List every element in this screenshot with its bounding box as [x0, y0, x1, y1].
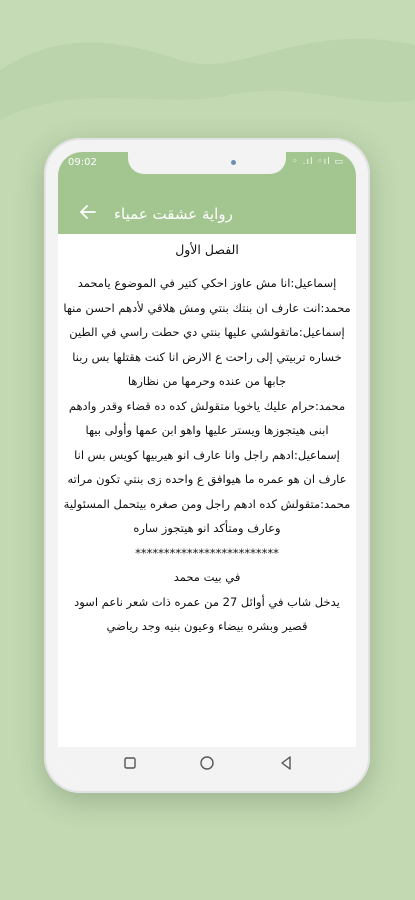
paragraph: محمد:متقولش كده ادهم راجل ومن صغره بيتحمل المسئولية وعارف ومتأكد انو هيتجوز ساره	[63, 496, 351, 535]
paragraph: إسماعيل:ماتقولشي عليها بنتي دي حطت راسي في الطين خساره تربيتي إلى راحت ع الارض انا كنت هقتلها بس ربنا جابها من عنده وحرمها من نظارها	[69, 325, 345, 388]
paragraph: يدخل شاب في أوائل 27 من عمره ذات شعر ناعم اسود قصير وبشره بيضاء وعيون بنيه وجد رياضي	[74, 594, 340, 633]
app-bar	[58, 152, 356, 234]
paragraph: محمد:حرام عليك ياخويا متقولش كده ده قضاء وقدر وادهم ابنى هيتجوزها ويستر عليها واهو ابن عمها وأولى بيها	[68, 398, 346, 437]
paragraph: محمد:انت عارف ان بنتك بنتي ومش هلاقي لأدهم احسن منها	[63, 300, 351, 315]
chapter-title: الفصل الأول	[175, 242, 239, 257]
status-time: 09:02	[68, 157, 97, 168]
paragraph: إسماعيل:انا مش عاوز احكي كتير في الموضوع يامحمد	[77, 276, 337, 290]
system-back-button[interactable]	[276, 753, 296, 773]
home-button[interactable]	[197, 753, 217, 773]
chapter-content[interactable]	[58, 234, 356, 747]
app-title: رواية عشقت عمياء	[114, 205, 233, 223]
camera-icon	[231, 160, 236, 165]
paragraph: إسماعيل:ادهم راجل وانا عارف انو هيربيها كويس بس انا عارف ان هو عمره ما هيوافق ع واحده زى بنتي تكون مراته	[67, 447, 347, 486]
notch	[128, 152, 286, 174]
scene-heading: في بيت محمد	[173, 570, 241, 584]
status-icons: ◦ .ıl ◦ıl ▭	[292, 157, 344, 167]
back-button[interactable]	[76, 200, 100, 224]
separator-line: *************************	[135, 545, 279, 560]
circle-home-icon	[197, 753, 217, 773]
navigation-bar	[58, 747, 356, 779]
phone-frame	[44, 138, 370, 793]
triangle-back-icon	[276, 753, 296, 773]
arrow-left-icon	[78, 202, 98, 222]
phone-screen	[58, 152, 356, 779]
recents-button[interactable]	[120, 753, 140, 773]
square-recents-icon	[120, 753, 140, 773]
